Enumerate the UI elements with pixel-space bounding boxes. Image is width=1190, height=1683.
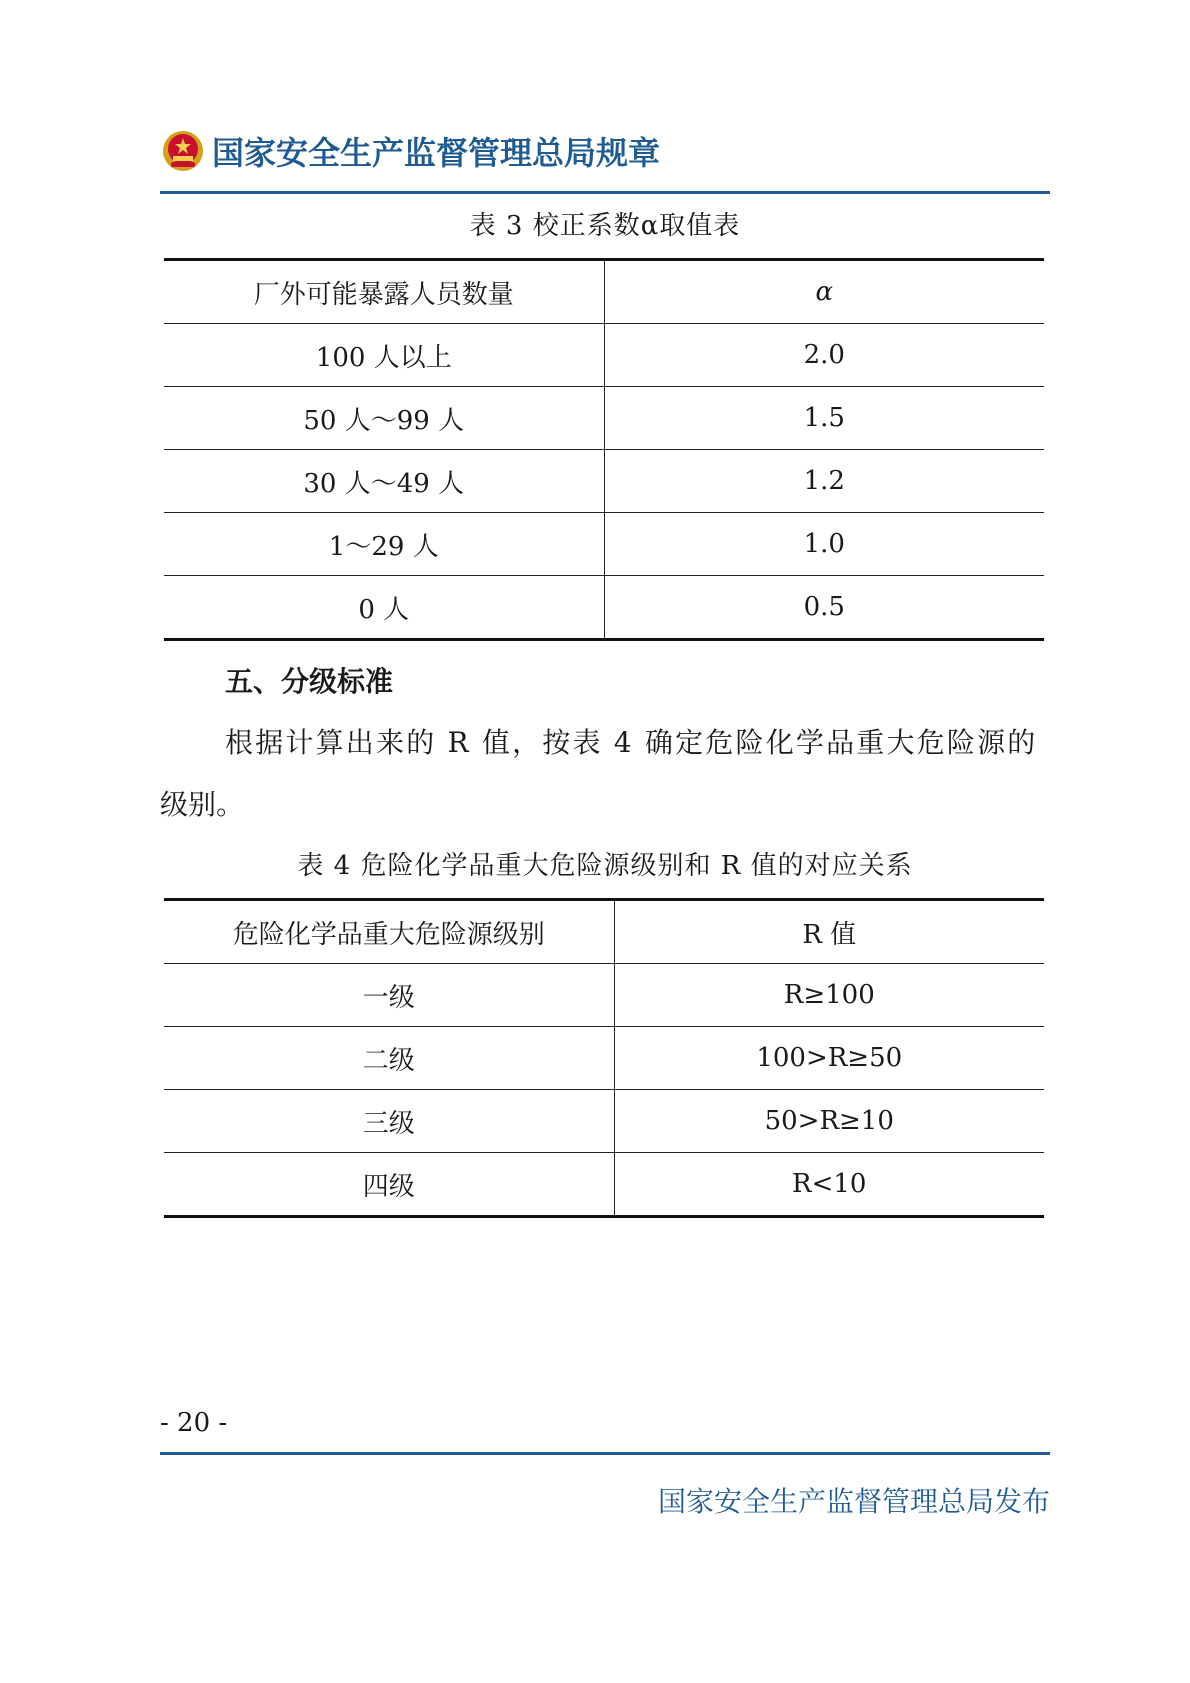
table-cell: R≥100 [614, 964, 1044, 1027]
table-row [164, 1090, 1044, 1153]
table-cell: 30 人～49 人 [164, 450, 604, 513]
table-row [164, 324, 1044, 387]
footer-rule [160, 1452, 1050, 1455]
table-cell: 四级 [164, 1153, 614, 1217]
table-row [164, 450, 1044, 513]
table-cell: 0.5 [604, 576, 1044, 640]
table-cell: 一级 [164, 964, 614, 1027]
table4-hazard-grade [164, 898, 1044, 1218]
column-header: R 值 [614, 900, 1044, 964]
page-number: - 20 - [160, 1408, 228, 1438]
column-header: 厂外可能暴露人员数量 [164, 260, 604, 324]
body-paragraph [160, 712, 1050, 836]
paragraph-line: 级别。 [160, 788, 245, 821]
column-header: 危险化学品重大危险源级别 [164, 900, 614, 964]
table-row [164, 576, 1044, 640]
table-cell: 0 人 [164, 576, 604, 640]
table-cell: 100 人以上 [164, 324, 604, 387]
table-header-row [164, 900, 1044, 964]
table-row [164, 964, 1044, 1027]
table-cell: R<10 [614, 1153, 1044, 1217]
table-cell: 50>R≥10 [614, 1090, 1044, 1153]
national-emblem-icon [162, 130, 204, 172]
table-cell: 1.0 [604, 513, 1044, 576]
table-header-row [164, 260, 1044, 324]
footer-publisher: 国家安全生产监督管理总局发布 [657, 1485, 1050, 1518]
table3-correction-coefficient [164, 258, 1044, 641]
table-cell: 1～29 人 [164, 513, 604, 576]
section-heading: 五、分级标准 [225, 665, 394, 698]
column-header: α [604, 260, 1044, 324]
header-rule [160, 191, 1050, 194]
table-cell: 50 人～99 人 [164, 387, 604, 450]
table-cell: 1.2 [604, 450, 1044, 513]
table-cell: 二级 [164, 1027, 614, 1090]
table3-caption: 表 3 校正系数α取值表 [469, 211, 741, 241]
paragraph-line: 根据计算出来的 R 值，按表 4 确定危险化学品重大危险源的 [225, 726, 1038, 759]
table4-caption: 表 4 危险化学品重大危险源级别和 R 值的对应关系 [297, 851, 913, 881]
table-cell: 三级 [164, 1090, 614, 1153]
table-row [164, 387, 1044, 450]
table-row [164, 1153, 1044, 1217]
header-title: 国家安全生产监督管理总局规章 [212, 134, 661, 172]
table-cell: 2.0 [604, 324, 1044, 387]
table-row [164, 1027, 1044, 1090]
table-cell: 100>R≥50 [614, 1027, 1044, 1090]
page-header [162, 128, 660, 174]
table-cell: 1.5 [604, 387, 1044, 450]
table-row [164, 513, 1044, 576]
